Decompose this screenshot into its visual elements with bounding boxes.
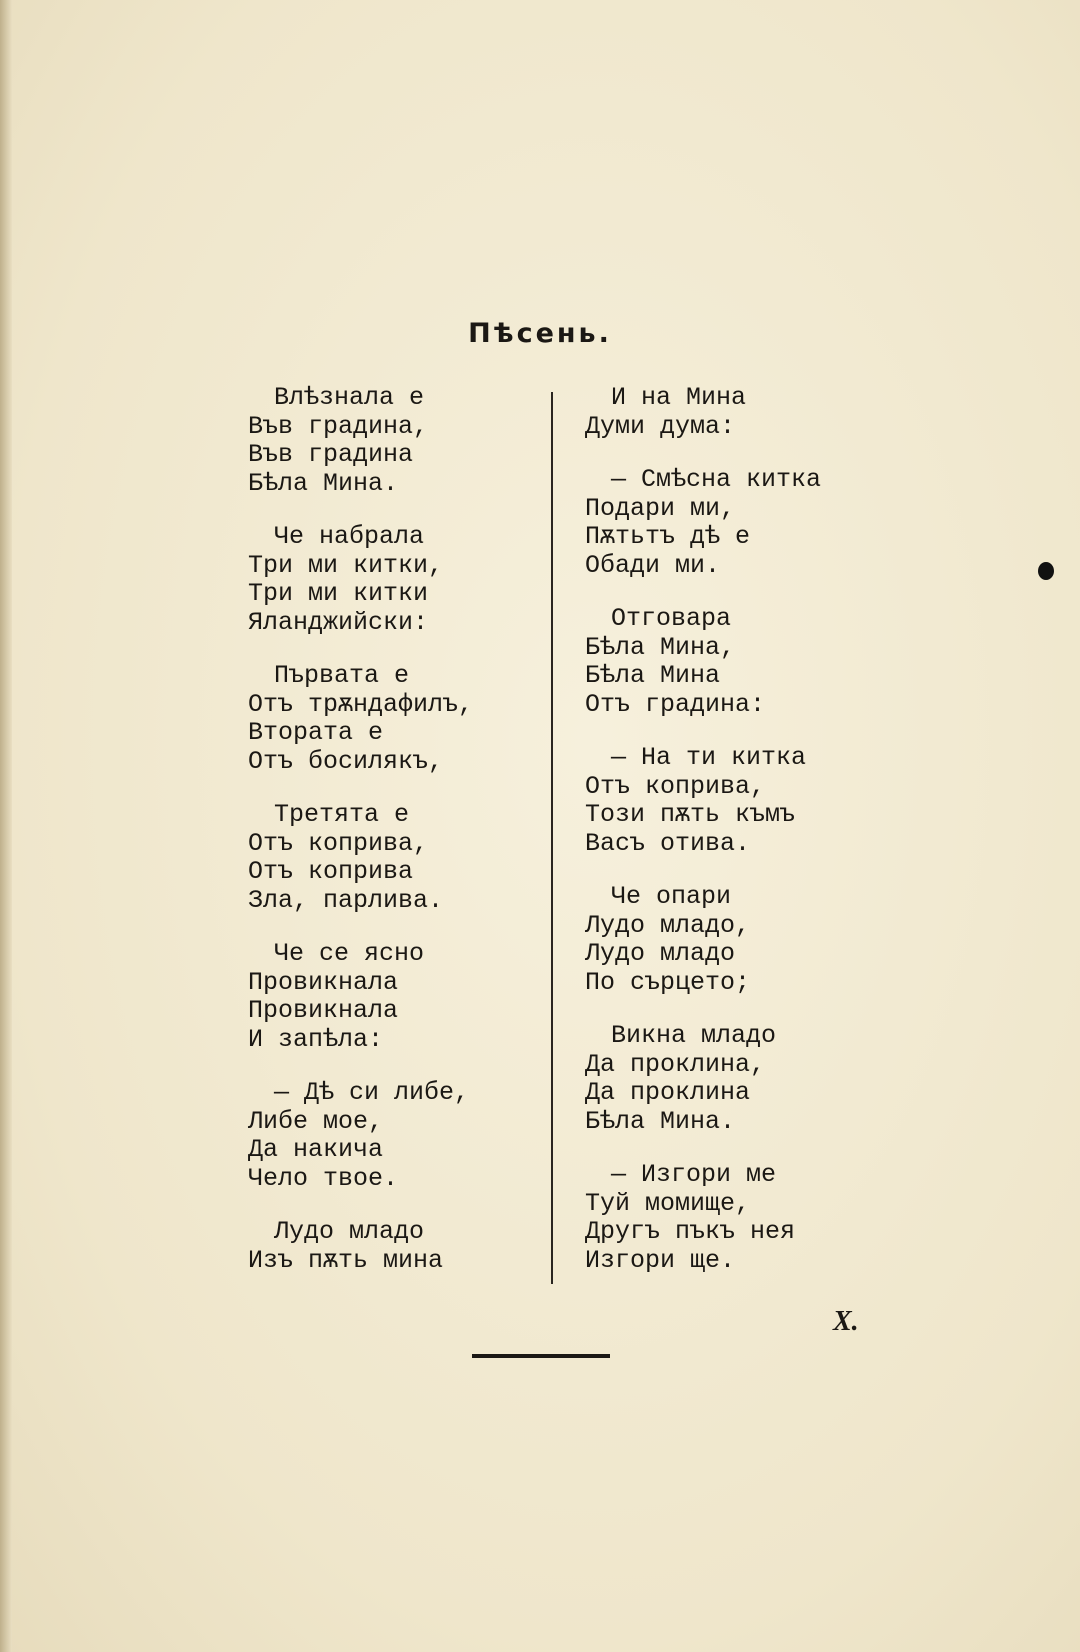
verse-line: Три ми китки xyxy=(248,579,429,608)
stanza xyxy=(248,801,548,915)
verse-line: Пѫтьтъ дѣ е xyxy=(585,522,751,551)
verse-line: Бѣла Мина. xyxy=(248,468,399,498)
poem-title: Пѣсень. xyxy=(468,318,612,349)
verse-line: Бѣла Мина, xyxy=(585,632,736,662)
stanza xyxy=(248,1218,548,1275)
verse-line: Лудо младо, xyxy=(585,910,751,940)
poem-right-column xyxy=(585,384,885,1300)
verse-line: Туй момище, xyxy=(585,1188,751,1218)
verse-line: Лудо младо xyxy=(585,939,736,968)
column-divider xyxy=(551,392,553,1284)
verse-line: Либе мое, xyxy=(248,1106,384,1136)
verse-line: Яланджийски: xyxy=(248,607,429,637)
verse-line: Третята е xyxy=(274,800,410,829)
verse-line: Във градина xyxy=(248,440,414,469)
stanza xyxy=(585,883,885,997)
stanza xyxy=(585,1022,885,1136)
verse-line: Лудо младо xyxy=(274,1217,425,1246)
verse-line: — Изгори ме xyxy=(611,1160,777,1189)
verse-line: Отъ трѫндафилъ, xyxy=(248,689,474,719)
stanza xyxy=(585,1161,885,1275)
verse-line: Влѣзнала е xyxy=(274,383,425,412)
stanza xyxy=(585,744,885,858)
verse-line: — На ти китка xyxy=(611,743,807,772)
verse-line: Подари ми, xyxy=(585,493,736,523)
verse-line: Обади ми. xyxy=(585,550,721,580)
verse-line: Отъ коприва, xyxy=(585,771,766,801)
verse-line: Да проклина xyxy=(585,1078,751,1107)
page-binding-edge xyxy=(0,0,12,1652)
verse-line: — Дѣ си либе, xyxy=(274,1078,470,1107)
verse-line: Този пѫть къмъ xyxy=(585,800,796,829)
verse-line: Васъ отива. xyxy=(585,828,751,858)
verse-line: Зла, парлива. xyxy=(248,885,444,915)
verse-line: Провикнала xyxy=(248,996,399,1025)
stanza xyxy=(585,466,885,580)
verse-line: Три ми китки, xyxy=(248,550,444,580)
verse-line: Че набрала xyxy=(274,522,425,551)
verse-line: Че се ясно xyxy=(274,939,425,968)
verse-line: Втората е xyxy=(248,718,384,747)
verse-line: Бѣла Мина xyxy=(585,661,721,690)
stanza xyxy=(248,1079,548,1193)
verse-line: Изгори ще. xyxy=(585,1245,736,1275)
verse-line: Че опари xyxy=(611,882,732,911)
stanza xyxy=(248,662,548,776)
stanza xyxy=(248,940,548,1054)
verse-line: Провикнала xyxy=(248,967,399,997)
verse-line: Викна младо xyxy=(611,1021,777,1050)
verse-line: Да накича xyxy=(248,1135,384,1164)
verse-line: Другъ пъкъ нея xyxy=(585,1217,796,1246)
poem-left-column xyxy=(248,384,548,1300)
verse-line: Отъ градина: xyxy=(585,689,766,719)
ink-spot xyxy=(1038,562,1054,580)
verse-line: Думи дума: xyxy=(585,411,736,441)
stanza xyxy=(248,523,548,637)
verse-line: Чело твое. xyxy=(248,1163,399,1193)
verse-line: Във градина, xyxy=(248,411,429,441)
verse-line: Отъ коприва xyxy=(248,857,414,886)
stanza xyxy=(585,384,885,441)
stanza xyxy=(248,384,548,498)
verse-line: И на Мина xyxy=(611,383,747,412)
verse-line: По сърцето; xyxy=(585,967,751,997)
verse-line: Отъ коприва, xyxy=(248,828,429,858)
verse-line: И запѣла: xyxy=(248,1024,384,1054)
verse-line: Бѣла Мина. xyxy=(585,1106,736,1136)
verse-line: Първата е xyxy=(274,661,410,690)
author-signature: Х. xyxy=(833,1306,859,1337)
verse-line: — Смѣсна китка xyxy=(611,465,822,494)
verse-line: Да проклина, xyxy=(585,1049,766,1079)
stanza xyxy=(585,605,885,719)
verse-line: Отъ босилякъ, xyxy=(248,746,444,776)
verse-line: Изъ пѫть мина xyxy=(248,1245,444,1275)
end-rule xyxy=(472,1354,610,1358)
verse-line: Отговара xyxy=(611,604,732,633)
